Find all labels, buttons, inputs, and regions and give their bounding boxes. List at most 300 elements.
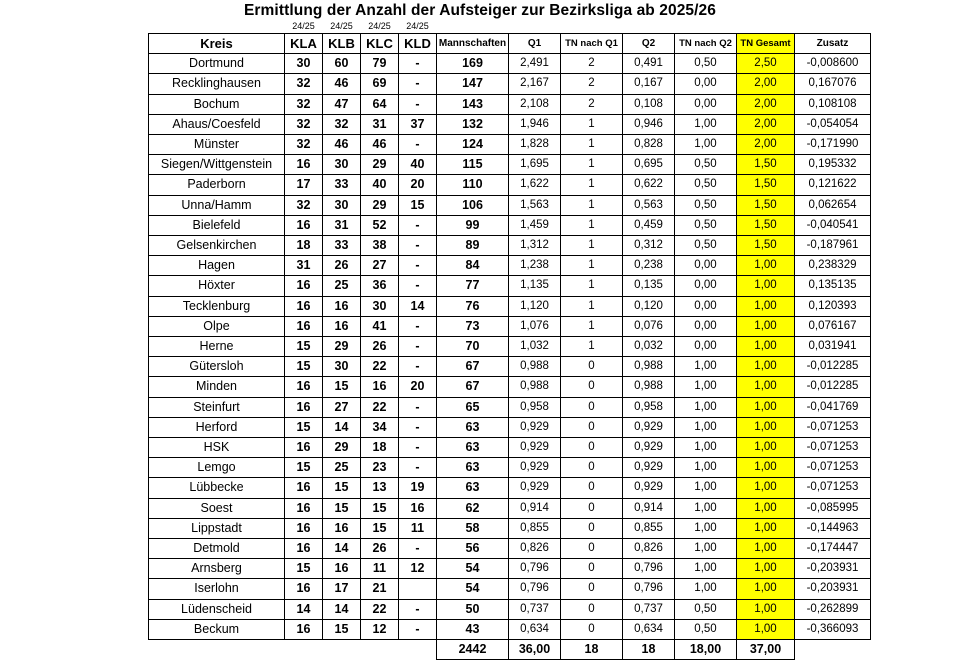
cell-tn-nach-q2: 1,00: [675, 438, 737, 458]
cell-tn-nach-q2: 0,00: [675, 276, 737, 296]
cell-tn-nach-q2: 1,00: [675, 559, 737, 579]
cell-klb: 26: [323, 256, 361, 276]
cell-tn-gesamt: 1,00: [737, 337, 795, 357]
cell-kla: 15: [285, 458, 323, 478]
table-row: [149, 397, 871, 417]
cell-klc: 41: [361, 316, 399, 336]
cell-tn-gesamt: 1,50: [737, 215, 795, 235]
cell-tn-nach-q2: 1,00: [675, 135, 737, 155]
cell-kld: 12: [399, 559, 437, 579]
table-row: [149, 579, 871, 599]
cell-q1: 0,929: [509, 417, 561, 437]
cell-kreis: Bochum: [149, 94, 285, 114]
cell-klb: 30: [323, 195, 361, 215]
cell-kreis: HSK: [149, 438, 285, 458]
cell-zusatz: -0,040541: [795, 215, 871, 235]
cell-zusatz: -0,085995: [795, 498, 871, 518]
cell-klb: 60: [323, 54, 361, 74]
cell-zusatz: -0,203931: [795, 559, 871, 579]
cell-kld: -: [399, 54, 437, 74]
cell-tn-nach-q2: 1,00: [675, 377, 737, 397]
cell-klc: 29: [361, 195, 399, 215]
column-header-kld: KLD: [399, 34, 437, 54]
cell-tn-nach-q1: 0: [561, 579, 623, 599]
cell-tn-nach-q2: 1,00: [675, 498, 737, 518]
cell-tn-nach-q2: 0,50: [675, 175, 737, 195]
cell-mannschaften: 63: [437, 478, 509, 498]
cell-tn-gesamt: 1,00: [737, 417, 795, 437]
season-label: 24/25: [330, 21, 353, 31]
cell-tn-gesamt: 1,00: [737, 498, 795, 518]
cell-q1: 0,929: [509, 458, 561, 478]
footer-zusatz: [795, 640, 871, 660]
cell-mannschaften: 84: [437, 256, 509, 276]
cell-tn-gesamt: 1,00: [737, 357, 795, 377]
cell-q1: 1,622: [509, 175, 561, 195]
cell-kld: -: [399, 458, 437, 478]
cell-q2: 0,796: [623, 579, 675, 599]
cell-klc: 46: [361, 135, 399, 155]
table-row: [149, 155, 871, 175]
cell-zusatz: 0,121622: [795, 175, 871, 195]
cell-klc: 15: [361, 498, 399, 518]
cell-tn-gesamt: 1,00: [737, 438, 795, 458]
cell-tn-nach-q1: 0: [561, 619, 623, 639]
cell-q1: 1,312: [509, 236, 561, 256]
cell-tn-nach-q2: 0,00: [675, 94, 737, 114]
cell-klc: 22: [361, 397, 399, 417]
column-header-klb: KLB: [323, 34, 361, 54]
cell-q1: 1,135: [509, 276, 561, 296]
cell-klb: 29: [323, 438, 361, 458]
cell-mannschaften: 65: [437, 397, 509, 417]
cell-q2: 0,622: [623, 175, 675, 195]
cell-zusatz: -0,187961: [795, 236, 871, 256]
cell-klb: 16: [323, 518, 361, 538]
cell-kreis: Arnsberg: [149, 559, 285, 579]
column-header-kla: KLA: [285, 34, 323, 54]
cell-kreis: Iserlohn: [149, 579, 285, 599]
cell-tn-nach-q1: 0: [561, 478, 623, 498]
cell-kld: -: [399, 539, 437, 559]
cell-q1: 1,120: [509, 296, 561, 316]
table-row: [149, 215, 871, 235]
table-row: [149, 539, 871, 559]
table-row: [149, 357, 871, 377]
cell-kla: 16: [285, 498, 323, 518]
cell-q1: 1,459: [509, 215, 561, 235]
cell-tn-nach-q1: 1: [561, 175, 623, 195]
cell-tn-nach-q1: 1: [561, 316, 623, 336]
cell-tn-nach-q1: 1: [561, 114, 623, 134]
cell-q2: 0,076: [623, 316, 675, 336]
cell-klb: 16: [323, 296, 361, 316]
cell-kld: 19: [399, 478, 437, 498]
cell-kreis: Hagen: [149, 256, 285, 276]
cell-mannschaften: 106: [437, 195, 509, 215]
cell-klc: 23: [361, 458, 399, 478]
cell-klb: 15: [323, 377, 361, 397]
cell-klc: 18: [361, 438, 399, 458]
cell-tn-gesamt: 1,00: [737, 397, 795, 417]
cell-mannschaften: 169: [437, 54, 509, 74]
cell-zusatz: -0,012285: [795, 357, 871, 377]
cell-kreis: Lippstadt: [149, 518, 285, 538]
cell-zusatz: -0,174447: [795, 539, 871, 559]
cell-kld: 15: [399, 195, 437, 215]
table-row: [149, 276, 871, 296]
cell-q1: 0,634: [509, 619, 561, 639]
cell-q2: 0,929: [623, 417, 675, 437]
cell-tn-nach-q1: 0: [561, 518, 623, 538]
table-row: [149, 619, 871, 639]
cell-q2: 0,988: [623, 357, 675, 377]
cell-mannschaften: 70: [437, 337, 509, 357]
cell-kla: 16: [285, 296, 323, 316]
cell-q2: 0,929: [623, 478, 675, 498]
page-title: Ermittlung der Anzahl der Aufsteiger zur Bezirksliga ab 2025/26: [243, 2, 716, 19]
cell-kla: 15: [285, 559, 323, 579]
table-row: [149, 296, 871, 316]
cell-kreis: Bielefeld: [149, 215, 285, 235]
table-row: [149, 438, 871, 458]
cell-q1: 1,695: [509, 155, 561, 175]
column-header-kreis: Kreis: [149, 34, 285, 54]
cell-kla: 18: [285, 236, 323, 256]
cell-kla: 16: [285, 478, 323, 498]
cell-kreis: Gütersloh: [149, 357, 285, 377]
cell-q1: 2,491: [509, 54, 561, 74]
cell-q2: 0,958: [623, 397, 675, 417]
cell-q1: 0,796: [509, 579, 561, 599]
cell-q1: 1,238: [509, 256, 561, 276]
cell-kld: -: [399, 74, 437, 94]
cell-klc: 16: [361, 377, 399, 397]
cell-zusatz: 0,120393: [795, 296, 871, 316]
cell-kla: 15: [285, 337, 323, 357]
cell-zusatz: -0,071253: [795, 438, 871, 458]
cell-kld: -: [399, 236, 437, 256]
cell-klb: 15: [323, 478, 361, 498]
cell-q2: 0,695: [623, 155, 675, 175]
cell-q1: 0,914: [509, 498, 561, 518]
cell-kld: 14: [399, 296, 437, 316]
footer-spacer: [149, 640, 437, 660]
cell-kla: 32: [285, 135, 323, 155]
cell-mannschaften: 132: [437, 114, 509, 134]
footer-q2: 18: [623, 640, 675, 660]
cell-q1: 1,828: [509, 135, 561, 155]
cell-tn-gesamt: 1,50: [737, 195, 795, 215]
cell-kld: -: [399, 256, 437, 276]
cell-kla: 17: [285, 175, 323, 195]
cell-kld: -: [399, 316, 437, 336]
cell-kla: 16: [285, 215, 323, 235]
cell-tn-gesamt: 1,00: [737, 539, 795, 559]
cell-kld: 20: [399, 377, 437, 397]
cell-kreis: Minden: [149, 377, 285, 397]
cell-kla: 15: [285, 417, 323, 437]
cell-q2: 0,120: [623, 296, 675, 316]
cell-tn-nach-q2: 1,00: [675, 114, 737, 134]
cell-tn-gesamt: 1,00: [737, 518, 795, 538]
cell-zusatz: -0,262899: [795, 599, 871, 619]
cell-tn-gesamt: 1,50: [737, 236, 795, 256]
cell-klc: 22: [361, 357, 399, 377]
table-row: [149, 135, 871, 155]
cell-tn-gesamt: 1,00: [737, 276, 795, 296]
cell-klc: 11: [361, 559, 399, 579]
cell-q2: 0,929: [623, 458, 675, 478]
cell-kreis: Lüdenscheid: [149, 599, 285, 619]
column-header-q1: Q1: [509, 34, 561, 54]
cell-tn-nach-q1: 1: [561, 135, 623, 155]
cell-zusatz: -0,203931: [795, 579, 871, 599]
cell-klb: 15: [323, 619, 361, 639]
season-label: 24/25: [406, 21, 429, 31]
cell-kla: 16: [285, 518, 323, 538]
cell-mannschaften: 143: [437, 94, 509, 114]
cell-tn-nach-q1: 1: [561, 256, 623, 276]
cell-klb: 25: [323, 458, 361, 478]
cell-tn-nach-q1: 2: [561, 54, 623, 74]
cell-zusatz: -0,071253: [795, 417, 871, 437]
cell-klb: 33: [323, 236, 361, 256]
cell-kreis: Detmold: [149, 539, 285, 559]
cell-tn-nach-q1: 0: [561, 357, 623, 377]
column-header-tn-nach-q2: TN nach Q2: [675, 34, 737, 54]
cell-mannschaften: 76: [437, 296, 509, 316]
cell-kla: 16: [285, 619, 323, 639]
season-label-row: [149, 20, 871, 34]
cell-kld: -: [399, 135, 437, 155]
cell-tn-gesamt: 2,00: [737, 114, 795, 134]
cell-kla: 16: [285, 276, 323, 296]
cell-q2: 0,167: [623, 74, 675, 94]
cell-klc: 36: [361, 276, 399, 296]
cell-tn-nach-q1: 1: [561, 195, 623, 215]
cell-zusatz: 0,135135: [795, 276, 871, 296]
cell-tn-nach-q1: 0: [561, 539, 623, 559]
cell-klc: 27: [361, 256, 399, 276]
cell-klb: 17: [323, 579, 361, 599]
cell-tn-nach-q2: 1,00: [675, 518, 737, 538]
table-row: [149, 478, 871, 498]
cell-kld: -: [399, 438, 437, 458]
cell-zusatz: -0,054054: [795, 114, 871, 134]
cell-klc: 21: [361, 579, 399, 599]
cell-tn-nach-q1: 0: [561, 458, 623, 478]
table-row: [149, 175, 871, 195]
cell-q2: 0,563: [623, 195, 675, 215]
cell-klb: 46: [323, 74, 361, 94]
cell-q1: 0,929: [509, 478, 561, 498]
column-header-q2: Q2: [623, 34, 675, 54]
cell-q2: 0,459: [623, 215, 675, 235]
footer-tn-nach-q2: 18,00: [675, 640, 737, 660]
cell-tn-nach-q2: 1,00: [675, 458, 737, 478]
table-header-row: [149, 34, 871, 54]
cell-kld: 11: [399, 518, 437, 538]
cell-kla: 16: [285, 539, 323, 559]
cell-tn-nach-q2: 0,00: [675, 316, 737, 336]
cell-mannschaften: 50: [437, 599, 509, 619]
cell-klc: 34: [361, 417, 399, 437]
cell-klb: 16: [323, 559, 361, 579]
table-row: [149, 74, 871, 94]
cell-q2: 0,491: [623, 54, 675, 74]
cell-kla: 32: [285, 94, 323, 114]
cell-kld: -: [399, 215, 437, 235]
table-row: [149, 54, 871, 74]
cell-tn-nach-q2: 0,50: [675, 236, 737, 256]
cell-kreis: Lemgo: [149, 458, 285, 478]
cell-kld: -: [399, 417, 437, 437]
cell-kld: 40: [399, 155, 437, 175]
cell-klb: 14: [323, 417, 361, 437]
cell-zusatz: 0,238329: [795, 256, 871, 276]
cell-kld: -: [399, 599, 437, 619]
cell-tn-gesamt: 1,50: [737, 175, 795, 195]
cell-q1: 2,167: [509, 74, 561, 94]
cell-q2: 0,737: [623, 599, 675, 619]
cell-mannschaften: 43: [437, 619, 509, 639]
cell-q2: 0,914: [623, 498, 675, 518]
cell-kreis: Unna/Hamm: [149, 195, 285, 215]
column-header-klc: KLC: [361, 34, 399, 54]
cell-tn-nach-q1: 1: [561, 296, 623, 316]
cell-mannschaften: 89: [437, 236, 509, 256]
cell-tn-nach-q1: 1: [561, 276, 623, 296]
cell-kld: -: [399, 94, 437, 114]
cell-klc: 26: [361, 337, 399, 357]
table-row: [149, 316, 871, 336]
cell-mannschaften: 58: [437, 518, 509, 538]
cell-tn-gesamt: 1,00: [737, 377, 795, 397]
cell-tn-nach-q2: 0,50: [675, 195, 737, 215]
cell-kla: 16: [285, 438, 323, 458]
table-row: [149, 236, 871, 256]
cell-mannschaften: 115: [437, 155, 509, 175]
cell-mannschaften: 77: [437, 276, 509, 296]
aufsteiger-table: [148, 20, 871, 660]
cell-tn-gesamt: 1,00: [737, 619, 795, 639]
cell-tn-nach-q1: 1: [561, 236, 623, 256]
cell-kld: -: [399, 357, 437, 377]
footer-tn-nach-q1: 18: [561, 640, 623, 660]
cell-tn-gesamt: 1,00: [737, 256, 795, 276]
cell-mannschaften: 110: [437, 175, 509, 195]
cell-q1: 1,563: [509, 195, 561, 215]
cell-kreis: Dortmund: [149, 54, 285, 74]
cell-tn-nach-q1: 0: [561, 397, 623, 417]
cell-q2: 0,634: [623, 619, 675, 639]
cell-kreis: Herne: [149, 337, 285, 357]
cell-zusatz: 0,167076: [795, 74, 871, 94]
cell-mannschaften: 54: [437, 579, 509, 599]
cell-tn-gesamt: 1,50: [737, 155, 795, 175]
cell-kreis: Herford: [149, 417, 285, 437]
cell-q2: 0,796: [623, 559, 675, 579]
cell-q2: 0,946: [623, 114, 675, 134]
cell-klc: 13: [361, 478, 399, 498]
cell-klb: 27: [323, 397, 361, 417]
column-header-mannschaften: Mannschaften: [437, 34, 509, 54]
table-row: [149, 599, 871, 619]
cell-klc: 12: [361, 619, 399, 639]
cell-tn-nach-q1: 0: [561, 559, 623, 579]
cell-mannschaften: 99: [437, 215, 509, 235]
cell-q2: 0,108: [623, 94, 675, 114]
season-label: 24/25: [368, 21, 391, 31]
cell-klc: 64: [361, 94, 399, 114]
cell-klb: 32: [323, 114, 361, 134]
cell-klb: 30: [323, 155, 361, 175]
table-row: [149, 377, 871, 397]
table-footer-row: [149, 640, 871, 660]
cell-klc: 40: [361, 175, 399, 195]
season-label: 24/25: [292, 21, 315, 31]
cell-klb: 15: [323, 498, 361, 518]
table-row: [149, 195, 871, 215]
cell-zusatz: 0,062654: [795, 195, 871, 215]
cell-zusatz: 0,031941: [795, 337, 871, 357]
cell-zusatz: 0,108108: [795, 94, 871, 114]
cell-kreis: Paderborn: [149, 175, 285, 195]
table-row: [149, 417, 871, 437]
table-row: [149, 337, 871, 357]
cell-klb: 31: [323, 215, 361, 235]
cell-zusatz: -0,171990: [795, 135, 871, 155]
cell-tn-gesamt: 2,00: [737, 94, 795, 114]
cell-kla: 32: [285, 114, 323, 134]
cell-tn-nach-q2: 0,50: [675, 155, 737, 175]
cell-q1: 0,737: [509, 599, 561, 619]
cell-q1: 0,855: [509, 518, 561, 538]
cell-q2: 0,826: [623, 539, 675, 559]
column-header-tn-gesamt: TN Gesamt: [737, 34, 795, 54]
cell-tn-nach-q1: 0: [561, 599, 623, 619]
cell-tn-nach-q1: 0: [561, 438, 623, 458]
cell-mannschaften: 124: [437, 135, 509, 155]
cell-q1: 0,958: [509, 397, 561, 417]
cell-tn-nach-q2: 0,00: [675, 256, 737, 276]
cell-kla: 30: [285, 54, 323, 74]
cell-tn-gesamt: 1,00: [737, 316, 795, 336]
cell-klc: 38: [361, 236, 399, 256]
cell-kreis: Siegen/Wittgenstein: [149, 155, 285, 175]
cell-tn-nach-q2: 1,00: [675, 539, 737, 559]
cell-kla: 16: [285, 397, 323, 417]
cell-tn-gesamt: 1,00: [737, 296, 795, 316]
cell-kreis: Ahaus/Coesfeld: [149, 114, 285, 134]
cell-mannschaften: 63: [437, 417, 509, 437]
cell-tn-nach-q2: 0,50: [675, 599, 737, 619]
cell-klc: 26: [361, 539, 399, 559]
cell-kld: 37: [399, 114, 437, 134]
cell-kreis: Lübbecke: [149, 478, 285, 498]
cell-klb: 30: [323, 357, 361, 377]
cell-klb: 25: [323, 276, 361, 296]
cell-q2: 0,929: [623, 438, 675, 458]
table-row: [149, 94, 871, 114]
cell-tn-gesamt: 1,00: [737, 458, 795, 478]
cell-kld: -: [399, 276, 437, 296]
cell-kla: 32: [285, 74, 323, 94]
cell-q2: 0,855: [623, 518, 675, 538]
cell-kld: -: [399, 397, 437, 417]
cell-kla: 15: [285, 357, 323, 377]
